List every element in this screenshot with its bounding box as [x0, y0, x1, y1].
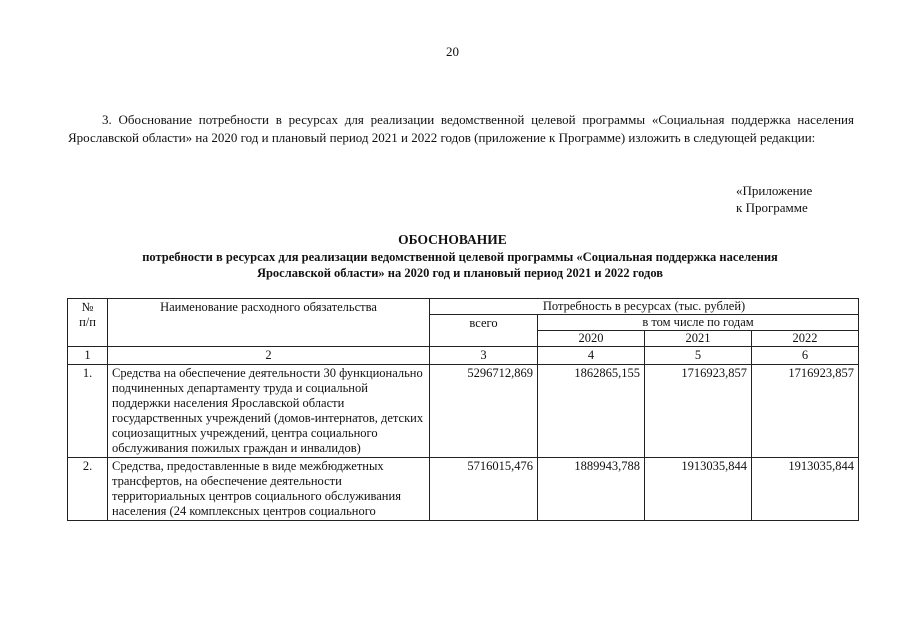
row-description: Средства на обеспечение деятельности 30 функционально подчиненных департаменту труда и социальной поддержки населения Ярославской области государственных учреждений (домов-интернатов, детских социозащитных учреждений, центра социального обслуживания пожилых граждан и инвалидов) — [108, 365, 430, 458]
page-number: 20 — [446, 44, 459, 59]
column-number: 1 — [68, 347, 108, 365]
header-total: всего — [430, 315, 538, 347]
row-value-2021: 1716923,857 — [645, 365, 752, 458]
row-value-2022: 1913035,844 — [752, 458, 859, 521]
header-number-line2: п/п — [79, 315, 96, 329]
row-number: 1. — [68, 365, 108, 458]
appendix-note-line2: к Программе — [736, 200, 808, 215]
column-number: 4 — [538, 347, 645, 365]
table-row — [68, 365, 859, 458]
row-description: Средства, предоставленные в виде межбюджетных трансфертов, на обеспечение деятельности территориальных центров социального обслуживания населения (24 комплексных центров социального — [108, 458, 430, 521]
subtitle-line2: Ярославской области» на 2020 год и плановый период 2021 и 2022 годов — [256, 266, 664, 280]
row-total: 5716015,476 — [430, 458, 538, 521]
row-value-2022: 1716923,857 — [752, 365, 859, 458]
header-row-1 — [68, 299, 859, 315]
header-needs: Потребность в ресурсах (тыс. рублей) — [430, 299, 859, 315]
row-value-2020: 1862865,155 — [538, 365, 645, 458]
header-number — [68, 299, 108, 347]
subtitle-line1: потребности в ресурсах для реализации ведомственной целевой программы «Социальная поддержка населения — [142, 250, 778, 264]
appendix-note-line1: «Приложение — [736, 183, 813, 198]
header-year-2020: 2020 — [538, 331, 645, 347]
column-number: 3 — [430, 347, 538, 365]
document-title: ОБОСНОВАНИЕ — [398, 232, 507, 247]
header-year-2021: 2021 — [645, 331, 752, 347]
intro-paragraph: 3. Обоснование потребности в ресурсах для реализации ведомственной целевой программы «Социальная поддержка населения Ярославской области» на 2020 год и плановый период 2021 и 2022 годов (приложение к Программе) изложить в следующей редакции: — [68, 112, 854, 145]
column-number: 2 — [108, 347, 430, 365]
header-number-line1: № — [81, 300, 94, 314]
column-number: 6 — [752, 347, 859, 365]
row-value-2020: 1889943,788 — [538, 458, 645, 521]
header-year-2022: 2022 — [752, 331, 859, 347]
header-name: Наименование расходного обязательства — [108, 299, 430, 347]
row-total: 5296712,869 — [430, 365, 538, 458]
resource-needs-table — [67, 298, 859, 521]
document-subtitle — [60, 249, 860, 281]
row-value-2021: 1913035,844 — [645, 458, 752, 521]
column-number-row — [68, 347, 859, 365]
column-number: 5 — [645, 347, 752, 365]
row-number: 2. — [68, 458, 108, 521]
appendix-note — [736, 182, 812, 216]
header-by-years: в том числе по годам — [538, 315, 859, 331]
table-row — [68, 458, 859, 521]
